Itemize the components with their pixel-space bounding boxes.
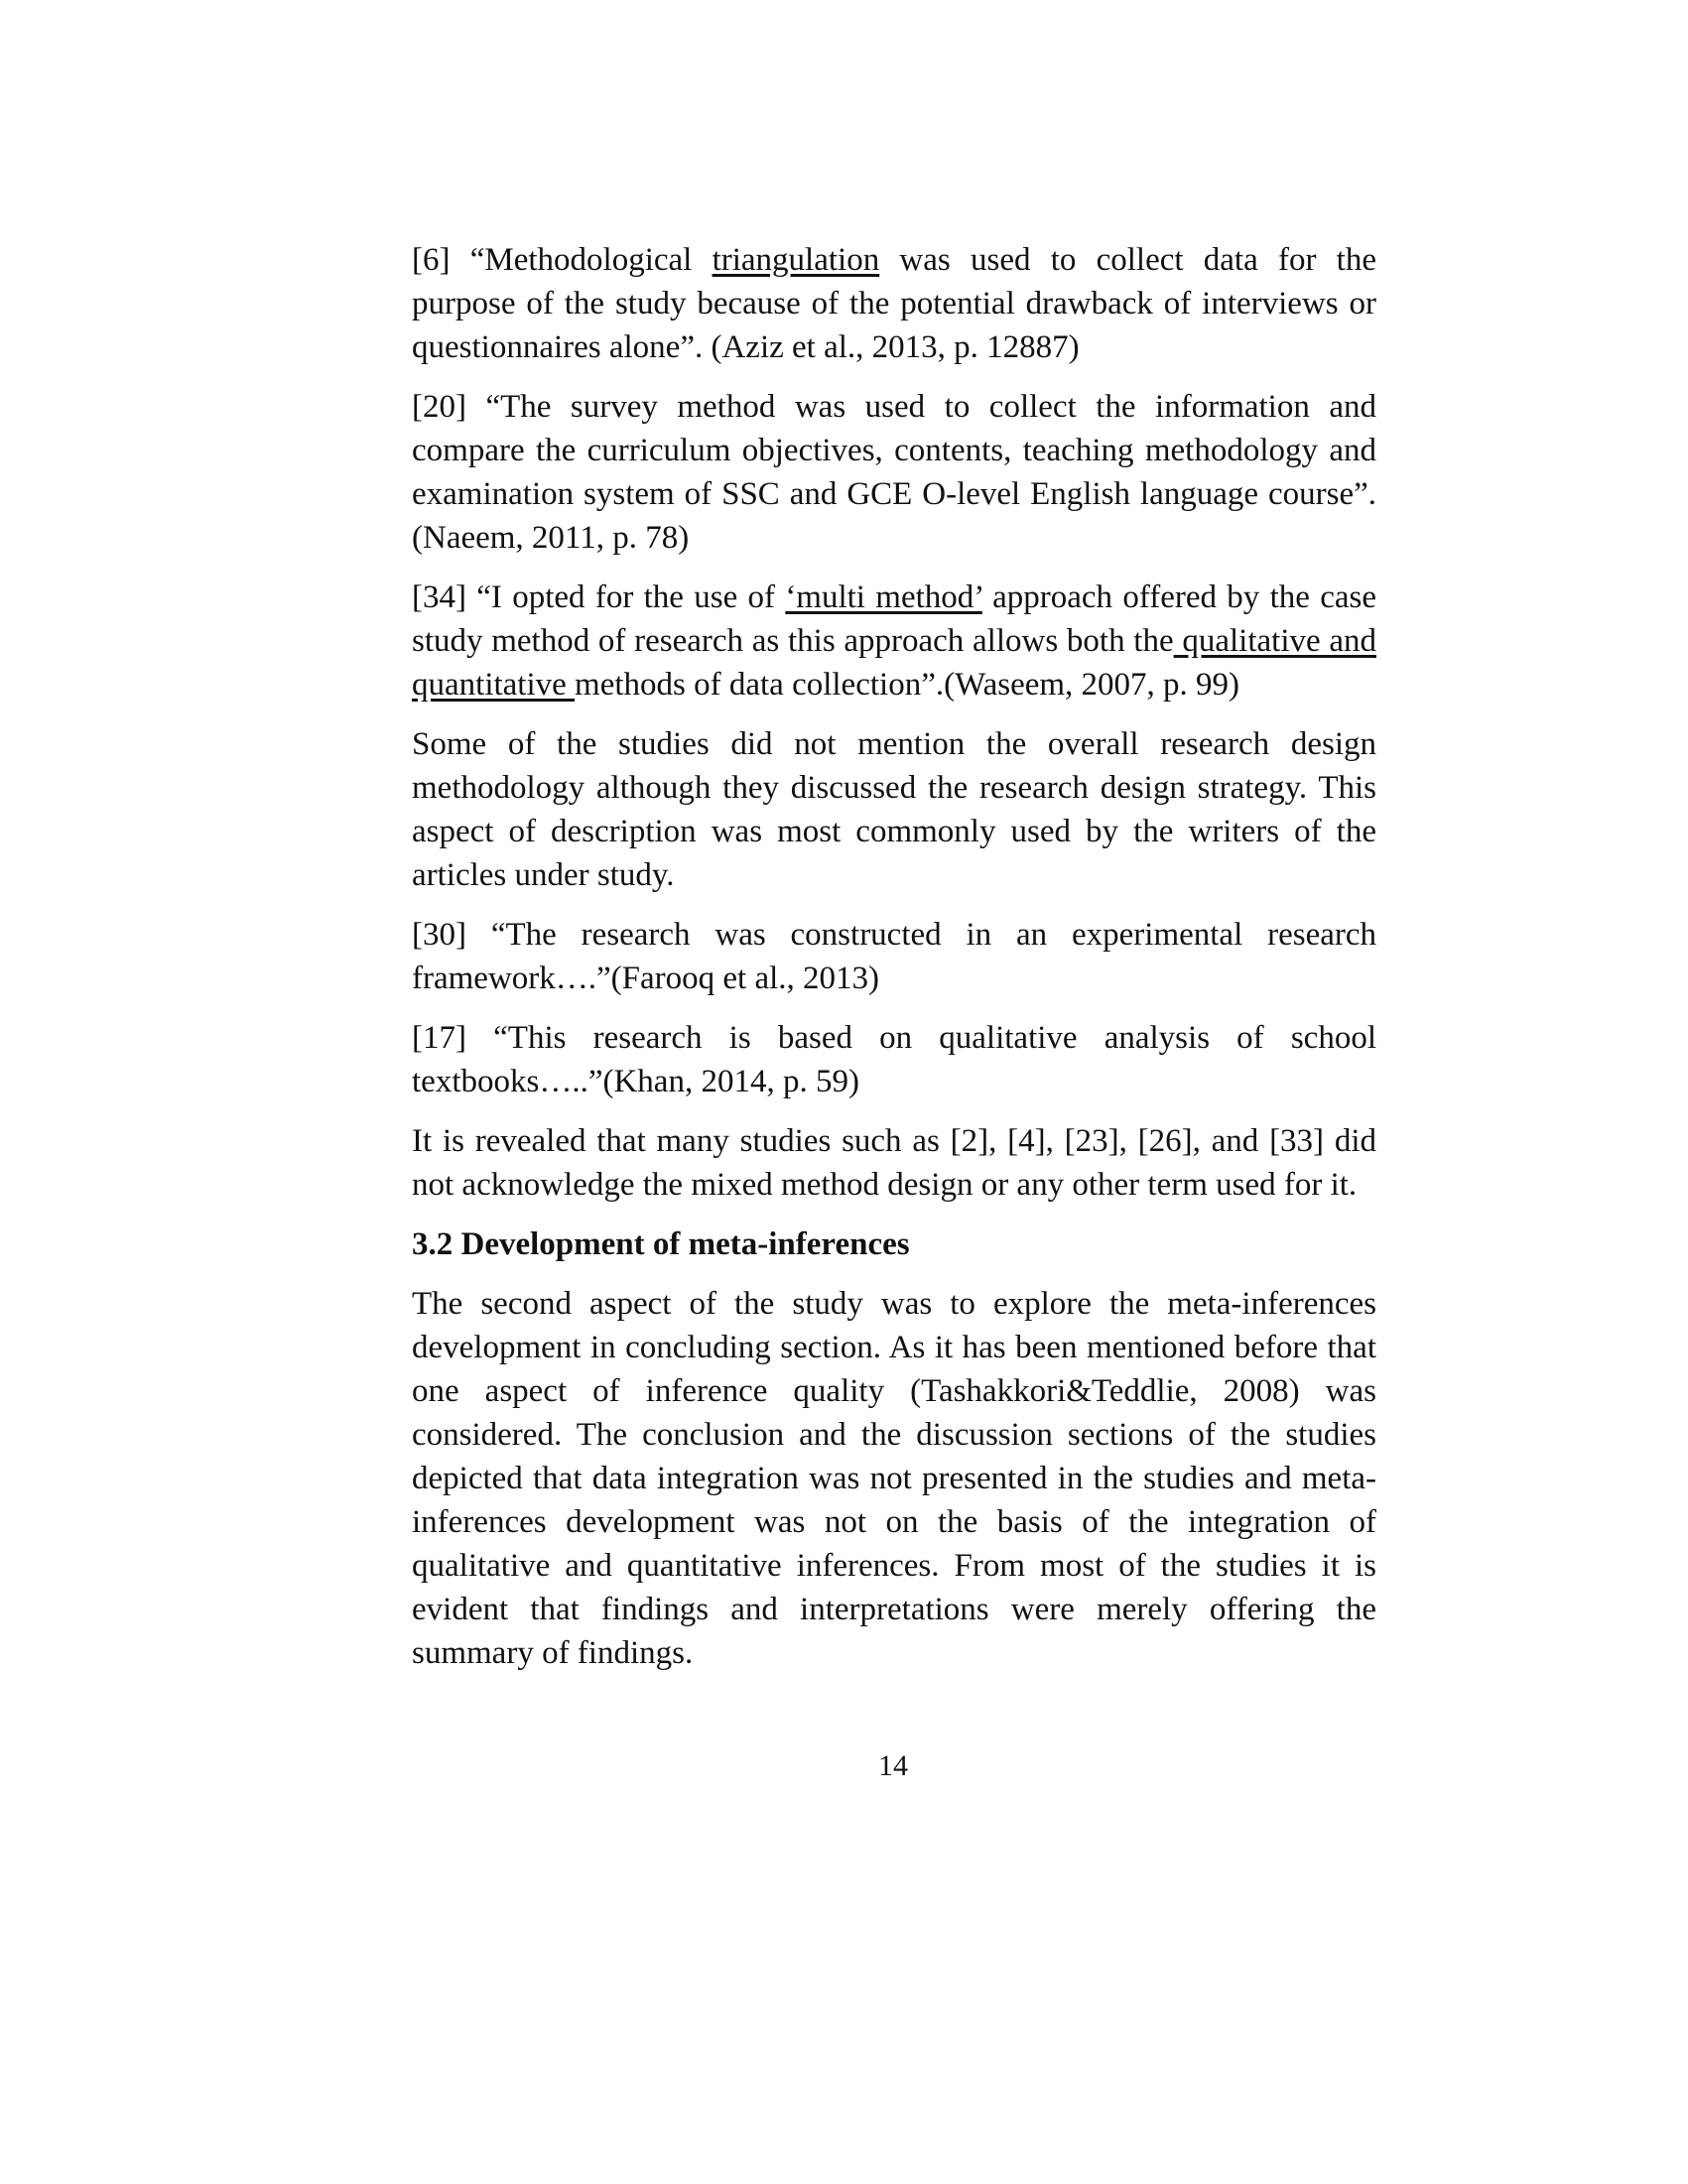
- paragraph-text: approach offered by the case study method of research as this approach allows both the: [412, 579, 1377, 659]
- section-heading: 3.2 Development of meta-inferences: [412, 1226, 910, 1262]
- quote-paragraph-20: [20] “The survey method was used to collect the information and compare the curriculum objectives, contents, teaching methodology and examination system of SSC and GCE O-level English language course”.(Naeem, 2011, p. 78): [412, 389, 1376, 556]
- paragraph-text: “Methodological: [450, 242, 713, 278]
- paragraph-text: methods of data collection”.(Waseem, 2007, p. 99): [575, 667, 1240, 703]
- quote-paragraph-30: [30] “The research was constructed in an experimental research framework….”(Farooq et al., 2013): [412, 917, 1376, 996]
- paragraph-text: was used to collect data for the purpose of the study because of the potential drawback of interviews or questionnaires alone”. (Aziz et al., 2013, p. 12887): [412, 242, 1377, 365]
- body-paragraph: Some of the studies did not mention the overall research design methodology although they discussed the research design strategy. This aspect of description was most commonly used by the writers of the articles under study.: [412, 726, 1376, 893]
- body-paragraph: The second aspect of the study was to explore the meta-inferences development in concluding section. As it has been mentioned before that one aspect of inference quality (Tashakkori&Teddlie, 2008) was considered. The conclusion and the discussion sections of the studies depicted that data integration was not presented in the studies and meta-inferences development was not on the basis of the integration of qualitative and quantitative inferences. From most of the studies it is evident that findings and interpretations were merely offering the summary of findings.: [412, 1286, 1376, 1671]
- paragraph-text: [34] “I opted for the use of: [412, 579, 786, 615]
- quote-paragraph-34: [412, 576, 1376, 707]
- underlined-term: qualitative and quantitative: [412, 623, 1376, 703]
- page-number: 14: [878, 1749, 908, 1782]
- quote-paragraph-6: [412, 238, 1376, 369]
- underlined-term: ‘multi method’: [785, 579, 982, 615]
- citation-ref: [6]: [412, 242, 451, 278]
- underlined-term: triangulation: [712, 242, 880, 278]
- body-paragraph: It is revealed that many studies such as [2], [4], [23], [26], and [33] did not acknowledge the mixed method design or any other term used for it.: [412, 1123, 1376, 1203]
- page-body: [412, 238, 1376, 1691]
- quote-paragraph-17: [17] “This research is based on qualitative analysis of school textbooks…..”(Khan, 2014, p. 59): [412, 1020, 1376, 1099]
